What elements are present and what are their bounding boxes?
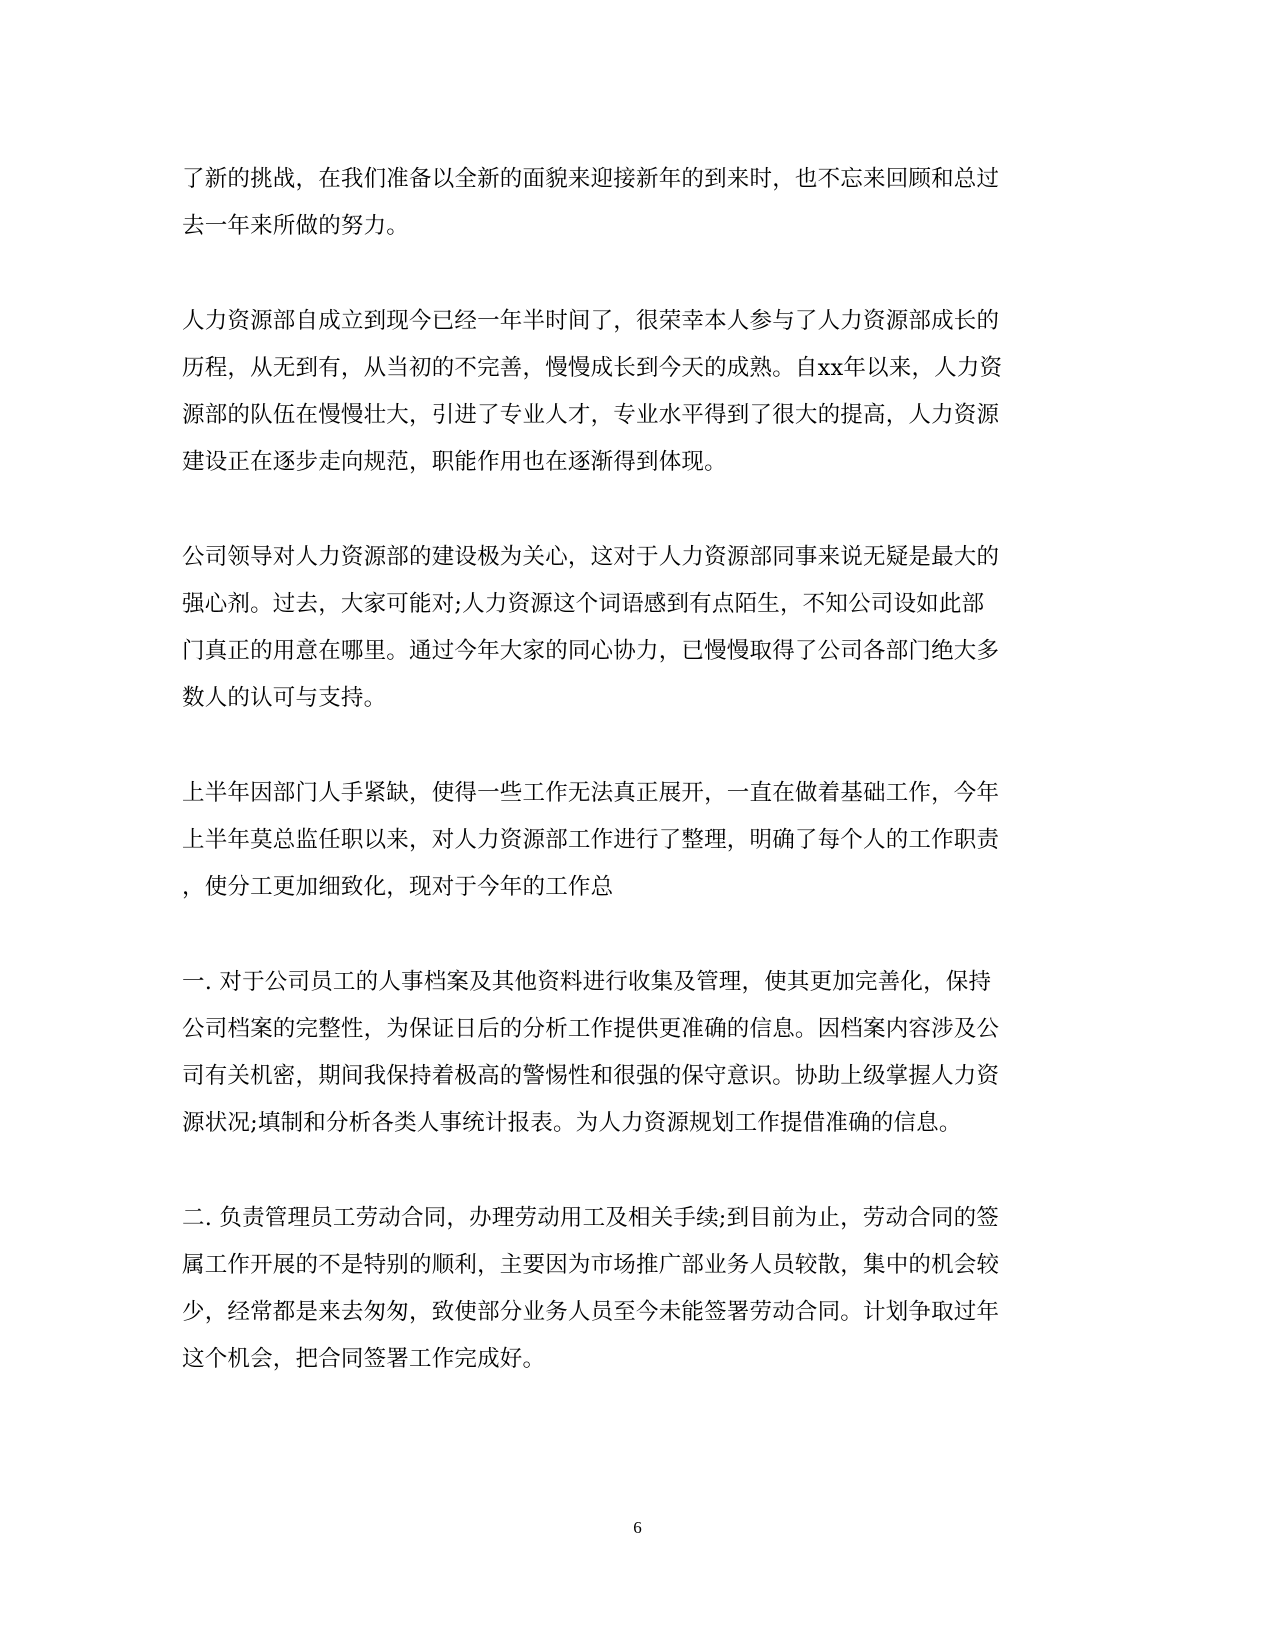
text-line: 这个机会，把合同签署工作完成好。 <box>182 1346 546 1372</box>
text-line: 公司领导对人力资源部的建设极为关心，这对于人力资源部同事来说无疑是最大的 <box>182 544 1000 570</box>
paragraph <box>182 534 1082 722</box>
text-line: 上半年因部门人手紧缺，使得一些工作无法真正展开，一直在做着基础工作，今年 <box>182 780 1000 806</box>
text-line: 源状况;填制和分析各类人事统计报表。为人力资源规划工作提借准确的信息。 <box>182 1110 962 1136</box>
paragraph <box>182 156 1082 250</box>
text-line: 强心剂。过去，大家可能对;人力资源这个词语感到有点陌生，不知公司设如此部 <box>182 591 985 617</box>
text-line: 一. 对于公司员工的人事档案及其他资料进行收集及管理，使其更加完善化，保持 <box>182 969 992 995</box>
text-line: ，使分工更加细致化，现对于今年的工作总 <box>182 874 614 900</box>
paragraph <box>182 770 1082 911</box>
page-number: 6 <box>633 1518 642 1537</box>
text-line: 建设正在逐步走向规范，职能作用也在逐渐得到体现。 <box>182 449 727 475</box>
document-body <box>182 156 1082 1431</box>
text-line: 属工作开展的不是特别的顺利，主要因为市场推广部业务人员较散，集中的机会较 <box>182 1252 1000 1278</box>
text-line: 源部的队伍在慢慢壮大，引进了专业人才，专业水平得到了很大的提高，人力资源 <box>182 402 1000 428</box>
text-line: 公司档案的完整性，为保证日后的分析工作提供更准确的信息。因档案内容涉及公 <box>182 1016 1000 1042</box>
text-line: 数人的认可与支持。 <box>182 685 387 711</box>
paragraph <box>182 1195 1082 1383</box>
text-line: 了新的挑战，在我们准备以全新的面貌来迎接新年的到来时，也不忘来回顾和总过 <box>182 166 1000 192</box>
text-line: 历程，从无到有，从当初的不完善，慢慢成长到今天的成熟。自xx年以来，人力资 <box>182 355 1003 381</box>
text-line: 人力资源部自成立到现今已经一年半时间了，很荣幸本人参与了人力资源部成长的 <box>182 308 1000 334</box>
text-line: 门真正的用意在哪里。通过今年大家的同心协力，已慢慢取得了公司各部门绝大多 <box>182 638 1000 664</box>
text-line: 去一年来所做的努力。 <box>182 213 410 239</box>
text-line: 司有关机密，期间我保持着极高的警惕性和很强的保守意识。协助上级掌握人力资 <box>182 1063 1000 1089</box>
text-line: 二. 负责管理员工劳动合同，办理劳动用工及相关手续;到目前为止，劳动合同的签 <box>182 1205 999 1231</box>
paragraph <box>182 298 1082 486</box>
paragraph <box>182 959 1082 1147</box>
text-line: 少，经常都是来去匆匆，致使部分业务人员至今未能签署劳动合同。计划争取过年 <box>182 1299 1000 1325</box>
text-line: 上半年莫总监任职以来，对人力资源部工作进行了整理，明确了每个人的工作职责 <box>182 827 1000 853</box>
